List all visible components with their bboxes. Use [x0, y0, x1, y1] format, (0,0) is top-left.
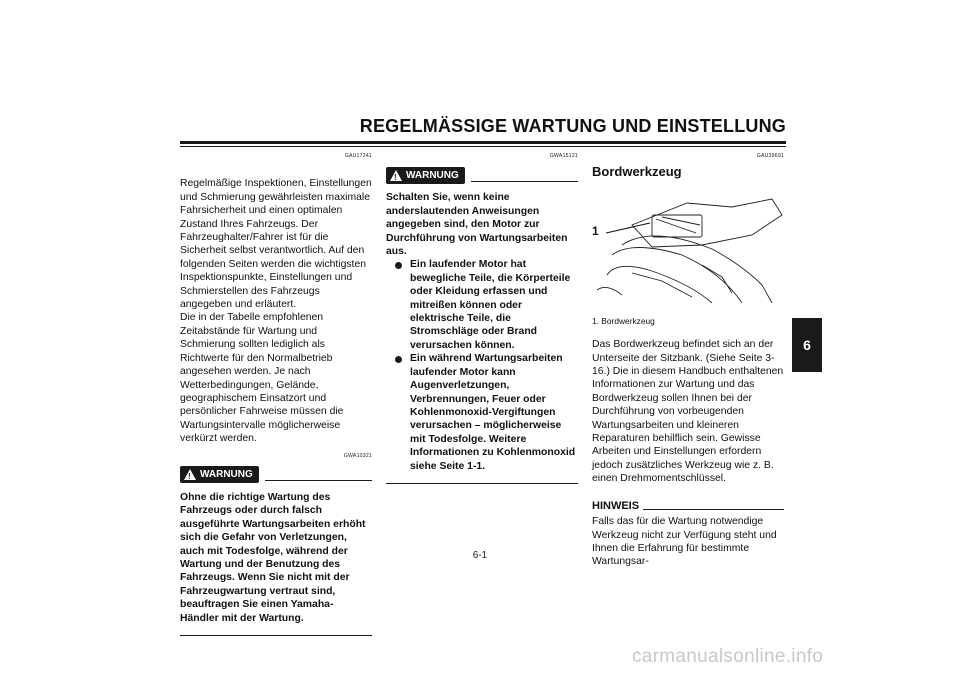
column-left — [180, 150, 372, 636]
callout-leader — [606, 223, 650, 233]
hinweis-body — [592, 515, 784, 569]
warning-body — [180, 491, 372, 625]
warning-intro: Schalten Sie, wenn keine anderslautenden Anweisungen angegeben sind, den Motor zur Durchführung von Wartungsarbeiten aus. — [386, 192, 568, 258]
toolkit-paragraph: Das Bordwerkzeug befindet sich an der Unterseite der Sitzbank. (Siehe Seite 3-16.) Die in diesem Handbuch enthaltenen Informationen zur Wartung und das Bordwerkzeug sollen Ihnen bei der Durchführung von vorbeugenden Wartungsarbeiten und kleineren Reparaturen behilflich sein. Gewisse Arbeiten und Einstellungen erfordern jedoch zusätzliches Werkzeug wie z. B. einen Drehmomentschlüssel. — [592, 339, 784, 485]
warning-bullet: Ein laufender Motor hat bewegliche Teile, die Körperteile oder Kleidung erfassen und mitreißen können oder elektrische Teile, die Stromschläge oder Brand verursachen können. — [386, 258, 578, 352]
warning-header-rule — [471, 181, 578, 182]
section-code: GAU17241 — [344, 153, 372, 159]
intro-paragraph-1: Regelmäßige Inspektionen, Einstellungen und Schmierung gewährleisten maximale Fahrsicherheit und einen optimalen Zustand Ihres Fahrzeugs. Der Fahrzeughalter/Fahrer ist für die Sicherheit selbst verantwortlich. Auf den folgenden Seiten werden die wichtigsten Inspektionspunkte, Einstellungen und Schmierstellen des Fahrzeugs angegeben und erläutert. — [180, 178, 372, 311]
toolkit-illustration — [592, 185, 784, 303]
warning-end-rule — [386, 483, 578, 484]
column-middle — [386, 150, 578, 484]
intro-text — [180, 177, 372, 445]
title-rule-thin — [180, 146, 786, 147]
warning-badge — [386, 167, 465, 184]
warning-triangle-icon: ! — [390, 170, 402, 181]
warning-text: Ohne die richtige Wartung des Fahrzeugs oder durch falsch ausgeführte Wartungsarbeiten erhöht sich die Gefahr von Verletzungen, auch mit Todesfolge, während der Wartung und der Benutzung des Fahrzeugs. Wenn Sie nicht mit der Fahrzeugwartung vertraut sind, beauftragen Sie einen Yamaha-Händler mit der Wartung. — [180, 491, 366, 624]
figure-callout-number: 1 — [592, 223, 599, 238]
chapter-number: 6 — [803, 337, 811, 353]
warning-body — [386, 191, 578, 473]
warning-triangle-icon: ! — [184, 469, 196, 480]
warning-header — [386, 165, 578, 185]
warning-header-rule — [265, 480, 372, 481]
title-rule — [180, 141, 786, 144]
warning-code: GWA15121 — [549, 153, 578, 159]
warning-badge — [180, 466, 259, 483]
section-code: GAU39691 — [756, 153, 784, 159]
warning-header — [180, 465, 372, 485]
chapter-tab — [792, 318, 822, 372]
hinweis-header — [592, 500, 784, 513]
figure-caption: 1. Bordwerkzeug — [592, 315, 655, 326]
page-number: 6-1 — [472, 550, 488, 561]
warning-code: GWA10321 — [343, 452, 372, 459]
warning-bullet-list — [386, 258, 578, 473]
column-right — [592, 150, 784, 569]
page-title: REGELMÄSSIGE WARTUNG UND EINSTELLUNG — [359, 116, 786, 136]
toolkit-text — [592, 338, 784, 485]
warning-label: WARNUNG — [200, 469, 253, 481]
hinweis-text: Falls das für die Wartung notwendige Werkzeug nicht zur Verfügung steht und Ihnen die Erfahrung für bestimmte Wartungsar- — [592, 516, 777, 568]
warning-bullet: Ein während Wartungsarbeiten laufender Motor kann Augenverletzungen, Verbrennungen, Feuer oder Kohlenmonoxid-Vergiftungen verursachen – möglicherweise mit Todesfolge. Weitere Informationen zu Kohlenmonoxid siehe Seite 1-1. — [386, 352, 578, 473]
intro-paragraph-2: Die in der Tabelle empfohlenen Zeitabstände für Wartung und Schmierung sollten lediglich als Richtwerte für den Normalbetrieb angesehen werden. Je nach Wetterbedingungen, Gelände, geographischem Einsatzort und persönlicher Fahrweise müssen die Wartungsintervalle möglicherweise verkürzt werden. — [180, 312, 344, 445]
hinweis-label: HINWEIS — [592, 499, 640, 512]
toolkit-figure — [592, 185, 784, 303]
watermark: carmanualsonline.info — [632, 646, 824, 667]
section-heading: Bordwerkzeug — [592, 164, 682, 180]
warning-label: WARNUNG — [406, 169, 459, 181]
warning-end-rule — [180, 635, 372, 636]
hinweis-rule — [643, 509, 784, 510]
